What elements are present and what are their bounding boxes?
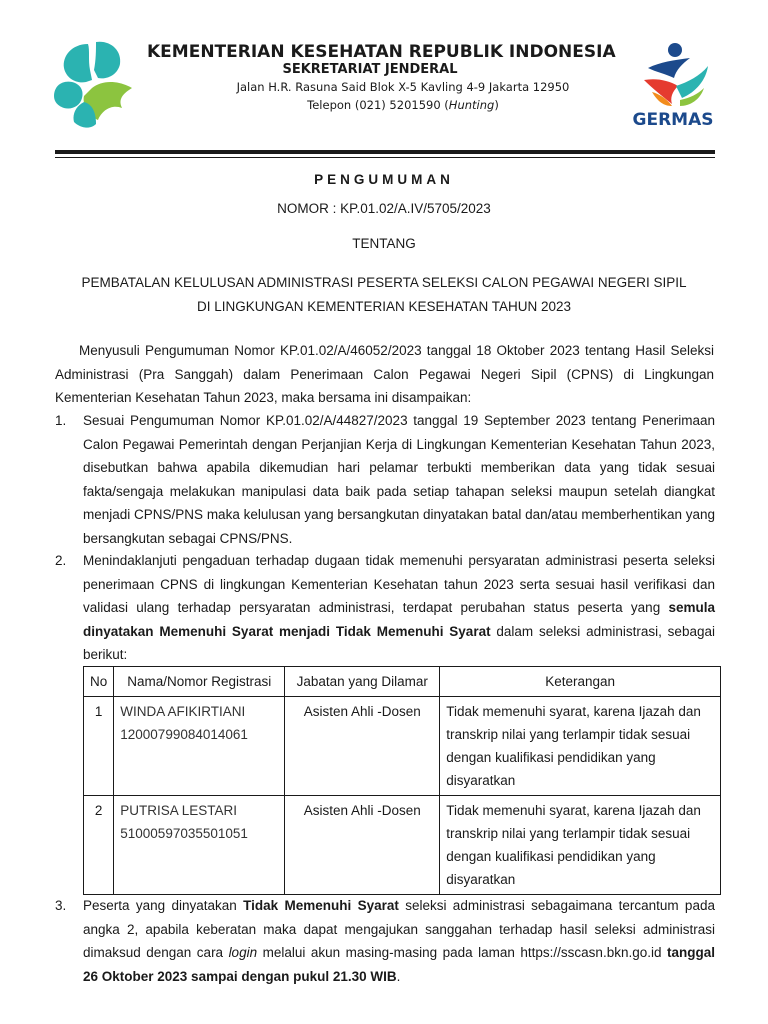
list-number: 2. — [55, 553, 67, 568]
list-number: 1. — [55, 413, 67, 428]
table-header-row — [84, 667, 721, 697]
registrant-name: WINDA AFIKIRTIANI — [120, 704, 246, 719]
office-phone: Telepon (021) 5201590 (Hunting) — [307, 98, 499, 112]
germas-label: GERMAS — [632, 110, 714, 130]
list-item-1 — [55, 409, 715, 550]
kemenkes-logo — [52, 40, 142, 132]
row-no: 1 — [84, 697, 114, 796]
office-name: SEKRETARIAT JENDERAL — [282, 62, 458, 77]
announcement-about: TENTANG — [352, 236, 416, 251]
col-position: Jabatan yang Dilamar — [285, 667, 440, 697]
row-position: Asisten Ahli -Dosen — [285, 697, 440, 796]
list-number: 3. — [55, 898, 67, 913]
announcement-number: NOMOR : KP.01.02/A.IV/5705/2023 — [277, 201, 491, 216]
row-position: Asisten Ahli -Dosen — [285, 796, 440, 895]
announcement-subject-line1: PEMBATALAN KELULUSAN ADMINISTRASI PESERTA SELEKSI CALON PEGAWAI NEGERI SIPIL — [81, 275, 687, 290]
registration-number: 51000597035501051 — [120, 826, 248, 841]
list-item-3-text: Peserta yang dinyatakan Tidak Memenuhi Syarat seleksi administrasi sebagaimana tercantum pada angka 2, apabila keberatan maka dapat mengajukan sanggahan terhadap hasil seleksi administrasi dimaksud dengan cara login melalui akun masing-masing pada laman https://sscasn.bkn.go.id tanggal 26 Oktober 2023 sampai dengan pukul 21.30 WIB. — [83, 898, 715, 984]
col-registration: Nama/Nomor Registrasi — [114, 667, 285, 697]
list-item-3 — [55, 894, 715, 988]
letterhead-rule-thin — [55, 157, 715, 158]
ministry-name: KEMENTERIAN KESEHATAN REPUBLIK INDONESIA — [147, 42, 616, 62]
announcement-heading: PENGUMUMAN — [314, 172, 454, 187]
row-remark: Tidak memenuhi syarat, karena Ijazah dan transkrip nilai yang terlampir tidak sesuai dengan kualifikasi pendidikan yang disyaratkan — [440, 697, 721, 796]
registration-number: 12000799084014061 — [120, 727, 248, 742]
announcement-subject-line2: DI LINGKUNGAN KEMENTERIAN KESEHATAN TAHUN 2023 — [196, 299, 572, 314]
table-row — [84, 697, 721, 796]
row-registrant — [114, 796, 285, 895]
letterhead-rule — [55, 150, 715, 154]
row-no: 2 — [84, 796, 114, 895]
registrant-table — [83, 666, 721, 895]
intro-paragraph: Menyusuli Pengumuman Nomor KP.01.02/A/46052/2023 tanggal 18 Oktober 2023 tentang Hasil Seleksi Administrasi (Pra Sanggah) dalam Penerimaan Calon Pegawai Negeri Sipil (CPNS) di Lingkungan Kementerian Kesehatan Tahun 2023, maka bersama ini disampaikan: — [55, 343, 714, 405]
row-registrant — [114, 697, 285, 796]
registrant-name: PUTRISA LESTARI — [120, 803, 238, 818]
col-remark: Keterangan — [440, 667, 721, 697]
col-no: No — [84, 667, 114, 697]
list-item-1-text: Sesuai Pengumuman Nomor KP.01.02/A/44827/2023 tanggal 19 September 2023 tentang Penerimaan Calon Pegawai Pemerintah dengan Perjanjian Kerja di Lingkungan Kementerian Kesehatan Tahun 2023, disebutkan bahwa apabila dikemudian hari pelamar terbukti memberikan data yang tidak sesuai fakta/sengaja melakukan manipulasi data baik pada setiap tahapan seleksi maupun setelah diangkat menjadi CPNS/PNS maka kelulusan yang bersangkutan dinyatakan batal dan/atau memberhentikan yang bersangkutan sebagai CPNS/PNS. — [83, 413, 715, 546]
row-remark: Tidak memenuhi syarat, karena Ijazah dan transkrip nilai yang terlampir tidak sesuai dengan kualifikasi pendidikan yang disyaratkan — [440, 796, 721, 895]
list-item-2 — [55, 549, 715, 667]
list-item-2-text: Menindaklanjuti pengaduan terhadap dugaan tidak memenuhi persyaratan administrasi peserta seleksi penerimaan CPNS di lingkungan Kementerian Kesehatan tahun 2023 serta sesuai hasil verifikasi dan validasi ulang terhadap persyaratan administrasi, terdapat perubahan status peserta yang semula dinyatakan Memenuhi Syarat menjadi Tidak Memenuhi Syarat dalam seleksi administrasi, sebagai berikut: — [83, 553, 715, 662]
table-row — [84, 796, 721, 895]
office-address: Jalan H.R. Rasuna Said Blok X-5 Kavling 4-9 Jakarta 12950 — [236, 80, 570, 94]
